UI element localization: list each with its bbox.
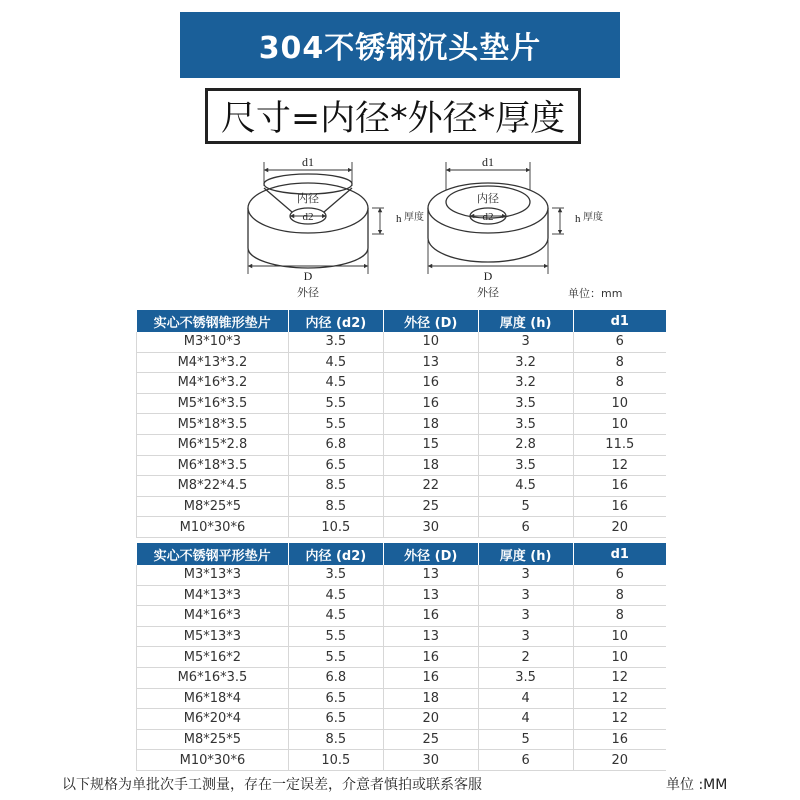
spec-model-cell: M3*13*3 [137,565,289,585]
spec-model-cell: M5*16*3.5 [137,393,289,414]
spec-model-cell: M4*13*3.2 [137,352,289,373]
spec-value-cell: 16 [383,647,478,668]
spec-value-cell: 3 [478,606,573,627]
spec-value-cell: 3.2 [478,373,573,394]
spec-value-cell: 16 [573,476,666,497]
spec-value-cell: 25 [383,729,478,750]
measurement-disclaimer: 以下规格为单批次手工测量，存在一定误差，介意者慎拍或联系客服 [62,777,482,793]
spec-value-cell: 4.5 [478,476,573,497]
spec-value-cell: 4.5 [288,585,383,606]
d1-label: d1 [302,155,314,169]
spec-value-cell: 4 [478,688,573,709]
spec-value-cell: 8 [573,373,666,394]
spec-model-cell: M6*18*3.5 [137,455,289,476]
spec-model-cell: M6*18*4 [137,688,289,709]
spec-value-cell: 16 [383,373,478,394]
table-row [137,585,667,606]
spec-model-cell: M4*13*3 [137,585,289,606]
spec-value-cell: 6.8 [288,434,383,455]
spec-value-cell: 8 [573,606,666,627]
spec-value-cell: 5.5 [288,626,383,647]
footer-unit: 单位 :MM [666,777,728,793]
spec-model-cell: M4*16*3 [137,606,289,627]
spec-value-cell: 18 [383,455,478,476]
spec-value-cell: 18 [383,688,478,709]
spec-value-cell: 8.5 [288,496,383,517]
spec-value-cell: 5.5 [288,393,383,414]
flat-washer-diagram [428,162,564,274]
outer-diameter-label: 外径 [297,286,319,299]
spec-value-cell: 3.5 [288,565,383,585]
spec-value-cell: 8.5 [288,476,383,497]
washer-diagrams [0,150,800,310]
table-row [137,352,667,373]
table-row [137,647,667,668]
inner-diameter-label: 内径 [477,192,499,205]
table-row [137,434,667,455]
spec-value-cell: 13 [383,565,478,585]
spec-value-cell: 5.5 [288,414,383,435]
column-header: 实心不锈钢锥形垫片 [137,310,289,332]
spec-value-cell: 20 [573,517,666,538]
page-title: 304不锈钢沉头垫片 [180,12,620,78]
spec-model-cell: M3*10*3 [137,332,289,352]
spec-model-cell: M10*30*6 [137,517,289,538]
spec-value-cell: 6 [573,565,666,585]
spec-value-cell: 6 [478,517,573,538]
spec-model-cell: M6*20*4 [137,709,289,730]
spec-value-cell: 13 [383,626,478,647]
spec-value-cell: 16 [383,393,478,414]
spec-model-cell: M8*25*5 [137,496,289,517]
spec-value-cell: 2.8 [478,434,573,455]
table-row [137,729,667,750]
spec-value-cell: 16 [383,606,478,627]
h-label: h [575,213,581,225]
spec-value-cell: 22 [383,476,478,497]
spec-value-cell: 10 [573,626,666,647]
spec-value-cell: 6.5 [288,688,383,709]
d2-label: d2 [482,211,494,223]
table-row [137,606,667,627]
spec-model-cell: M5*13*3 [137,626,289,647]
table-row [137,393,667,414]
h-label: h [396,213,402,225]
spec-value-cell: 20 [383,709,478,730]
spec-value-cell: 3.5 [478,393,573,414]
spec-value-cell: 10 [573,647,666,668]
d2-label: d2 [302,211,314,223]
table-header-row [137,543,667,565]
column-header: 厚度 (h) [478,310,573,332]
table-row [137,626,667,647]
column-header: 外径 (D) [383,310,478,332]
countersunk-washer-diagram [248,162,384,274]
countersunk-spec-table [136,310,666,538]
thickness-label: 厚度 [404,212,424,223]
spec-model-cell: M6*15*2.8 [137,434,289,455]
table-row [137,496,667,517]
table-row [137,455,667,476]
spec-value-cell: 11.5 [573,434,666,455]
spec-value-cell: 3 [478,565,573,585]
spec-value-cell: 10.5 [288,750,383,771]
spec-value-cell: 18 [383,414,478,435]
d1-label: d1 [482,155,494,169]
spec-value-cell: 2 [478,647,573,668]
spec-value-cell: 3.5 [478,455,573,476]
spec-value-cell: 13 [383,585,478,606]
table-row [137,517,667,538]
column-header: d1 [573,543,666,565]
table-row [137,709,667,730]
spec-value-cell: 3 [478,585,573,606]
spec-value-cell: 3 [478,332,573,352]
thickness-label: 厚度 [583,212,603,223]
spec-value-cell: 4 [478,709,573,730]
column-header: 内径 (d2) [288,543,383,565]
spec-value-cell: 4.5 [288,373,383,394]
spec-value-cell: 10 [383,332,478,352]
table-row [137,750,667,771]
spec-model-cell: M4*16*3.2 [137,373,289,394]
spec-value-cell: 3.2 [478,352,573,373]
spec-value-cell: 12 [573,688,666,709]
column-header: 内径 (d2) [288,310,383,332]
spec-value-cell: 30 [383,750,478,771]
footer [0,770,800,794]
table-row [137,414,667,435]
spec-value-cell: 6.8 [288,667,383,688]
spec-value-cell: 16 [573,729,666,750]
spec-value-cell: 20 [573,750,666,771]
spec-value-cell: 5 [478,496,573,517]
table-header-row [137,310,667,332]
spec-value-cell: 25 [383,496,478,517]
table-row [137,373,667,394]
spec-value-cell: 8 [573,352,666,373]
spec-value-cell: 8.5 [288,729,383,750]
size-formula: 尺寸=内径*外径*厚度 [205,88,581,144]
spec-value-cell: 10 [573,414,666,435]
spec-value-cell: 4.5 [288,352,383,373]
spec-model-cell: M8*22*4.5 [137,476,289,497]
spec-value-cell: 3.5 [288,332,383,352]
spec-value-cell: 16 [383,667,478,688]
column-header: 实心不锈钢平形垫片 [137,543,289,565]
spec-value-cell: 6.5 [288,709,383,730]
spec-value-cell: 10 [573,393,666,414]
spec-value-cell: 12 [573,709,666,730]
spec-model-cell: M6*16*3.5 [137,667,289,688]
unit-note: 单位：mm [568,287,623,300]
spec-value-cell: 5 [478,729,573,750]
column-header: 外径 (D) [383,543,478,565]
D-label: D [303,269,313,283]
table-row [137,565,667,585]
spec-value-cell: 5.5 [288,647,383,668]
spec-value-cell: 10.5 [288,517,383,538]
spec-value-cell: 12 [573,455,666,476]
flat-spec-table [136,543,666,771]
spec-value-cell: 13 [383,352,478,373]
table-row [137,688,667,709]
spec-value-cell: 3.5 [478,414,573,435]
inner-diameter-label: 内径 [297,192,319,205]
spec-model-cell: M8*25*5 [137,729,289,750]
spec-value-cell: 15 [383,434,478,455]
spec-model-cell: M5*16*2 [137,647,289,668]
spec-value-cell: 8 [573,585,666,606]
spec-value-cell: 30 [383,517,478,538]
spec-value-cell: 6 [478,750,573,771]
column-header: 厚度 (h) [478,543,573,565]
outer-diameter-label: 外径 [477,286,499,299]
table-row [137,332,667,352]
spec-value-cell: 6.5 [288,455,383,476]
spec-value-cell: 3.5 [478,667,573,688]
spec-value-cell: 16 [573,496,666,517]
D-label: D [483,269,493,283]
spec-value-cell: 4.5 [288,606,383,627]
table-row [137,667,667,688]
column-header: d1 [573,310,666,332]
spec-value-cell: 12 [573,667,666,688]
table-row [137,476,667,497]
spec-model-cell: M5*18*3.5 [137,414,289,435]
spec-model-cell: M10*30*6 [137,750,289,771]
spec-value-cell: 3 [478,626,573,647]
spec-value-cell: 6 [573,332,666,352]
